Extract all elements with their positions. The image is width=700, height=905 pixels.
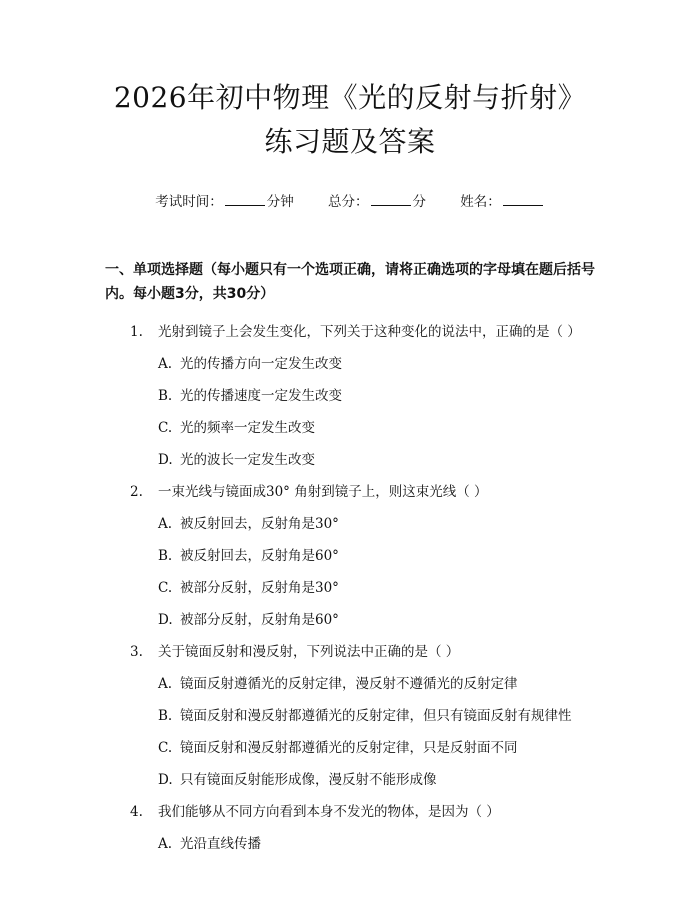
question-2 <box>105 476 595 636</box>
question-stem <box>105 636 595 668</box>
option-a <box>105 508 595 540</box>
option-a <box>105 828 595 860</box>
option-letter: A. <box>158 516 173 532</box>
option-text: 光沿直线传播 <box>180 836 261 852</box>
option-letter: C. <box>158 740 173 756</box>
option-d <box>105 444 595 476</box>
option-letter: C. <box>158 420 173 436</box>
exam-time-blank[interactable] <box>225 193 265 206</box>
exam-time-unit: 分钟 <box>266 194 294 210</box>
option-text: 镜面反射和漫反射都遵循光的反射定律，但只有镜面反射有规律性 <box>180 708 572 724</box>
question-number: 4. <box>130 804 143 820</box>
option-letter: D. <box>158 772 173 788</box>
option-d <box>105 764 595 796</box>
option-b <box>105 700 595 732</box>
option-letter: B. <box>158 548 173 564</box>
option-letter: A. <box>158 676 173 692</box>
option-a <box>105 668 595 700</box>
exam-time-label: 考试时间： <box>155 194 223 210</box>
option-a <box>105 348 595 380</box>
question-3 <box>105 636 595 796</box>
question-list <box>105 316 595 860</box>
question-number: 2. <box>130 484 143 500</box>
option-list <box>105 508 595 636</box>
student-name-field <box>460 192 545 212</box>
student-name-blank[interactable] <box>503 193 543 206</box>
document-title: 2026年初中物理《光的反射与折射》练习题及答案 <box>113 81 587 158</box>
option-text: 被部分反射，反射角是30° <box>180 580 339 596</box>
option-text: 被部分反射，反射角是60° <box>180 612 339 628</box>
option-text: 只有镜面反射能形成像，漫反射不能形成像 <box>180 772 437 788</box>
question-stem <box>105 476 595 508</box>
option-c <box>105 732 595 764</box>
option-text: 被反射回去，反射角是30° <box>180 516 339 532</box>
total-score-blank[interactable] <box>371 193 411 206</box>
option-b <box>105 540 595 572</box>
option-letter: C. <box>158 580 173 596</box>
student-name-label: 姓名： <box>460 194 501 210</box>
question-4 <box>105 796 595 860</box>
option-letter: A. <box>158 356 173 372</box>
option-text: 被反射回去，反射角是60° <box>180 548 339 564</box>
option-letter: B. <box>158 708 173 724</box>
option-list <box>105 348 595 476</box>
question-text: 光射到镜子上会发生变化，下列关于这种变化的说法中，正确的是（ ） <box>158 324 581 340</box>
option-letter: B. <box>158 388 173 404</box>
option-text: 镜面反射遵循光的反射定律，漫反射不遵循光的反射定律 <box>180 676 518 692</box>
question-text: 关于镜面反射和漫反射，下列说法中正确的是（ ） <box>158 644 460 660</box>
section-title: 一、单项选择题（每小题只有一个选项正确，请将正确选项的字母填在题后括号内。每小题3分，共30分） <box>105 262 595 302</box>
question-number: 3. <box>130 644 143 660</box>
option-text: 光的频率一定发生改变 <box>180 420 315 436</box>
option-list <box>105 828 595 860</box>
question-1 <box>105 316 595 476</box>
total-score-label: 总分： <box>328 194 369 210</box>
option-text: 光的传播方向一定发生改变 <box>180 356 342 372</box>
option-list <box>105 668 595 796</box>
total-score-field <box>328 192 426 212</box>
question-stem <box>105 316 595 348</box>
question-stem <box>105 796 595 828</box>
option-c <box>105 572 595 604</box>
question-text: 一束光线与镜面成30° 角射到镜子上，则这束光线（ ） <box>158 484 488 500</box>
option-text: 镜面反射和漫反射都遵循光的反射定律，只是反射面不同 <box>180 740 518 756</box>
question-number: 1. <box>130 324 143 340</box>
exam-time-field <box>155 192 294 212</box>
total-score-unit: 分 <box>412 194 426 210</box>
option-letter: D. <box>158 452 173 468</box>
question-text: 我们能够从不同方向看到本身不发光的物体，是因为（ ） <box>158 804 500 820</box>
option-text: 光的传播速度一定发生改变 <box>180 388 342 404</box>
option-letter: A. <box>158 836 173 852</box>
option-text: 光的波长一定发生改变 <box>180 452 315 468</box>
option-d <box>105 604 595 636</box>
exam-info <box>105 192 595 212</box>
option-letter: D. <box>158 612 173 628</box>
option-b <box>105 380 595 412</box>
option-c <box>105 412 595 444</box>
